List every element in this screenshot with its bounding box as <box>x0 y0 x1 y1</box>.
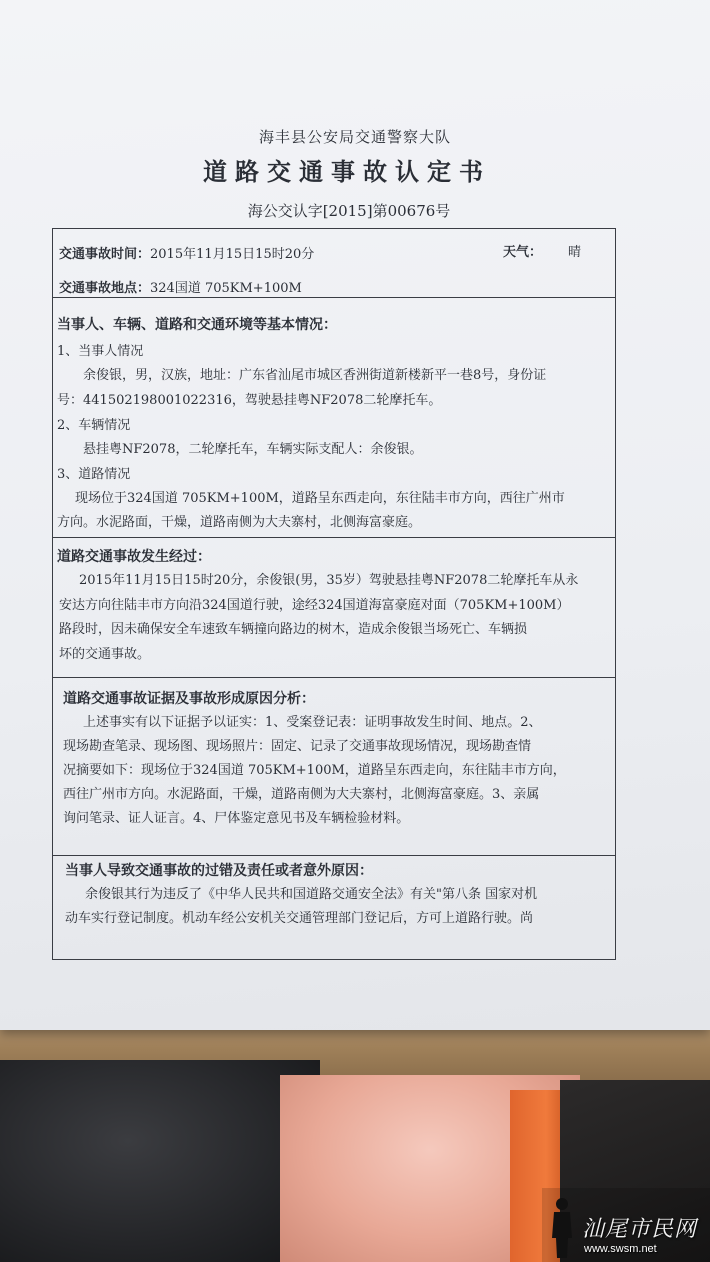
accident-time-label: 交通事故时间： <box>59 247 151 262</box>
section-fault-responsibility <box>53 855 615 961</box>
list-item: 现场勘查笔录、现场图、现场照片：固定、记录了交通事故现场情况，现场勘查情 <box>63 739 532 754</box>
list-item: 安达方向往陆丰市方向沿324国道行驶，途经324国道海富豪庭对面（705KM+100M） <box>59 598 570 613</box>
list-item: 方向。水泥路面，干燥，道路南侧为大夫寨村，北侧海富豪庭。 <box>57 515 422 530</box>
accident-place-label: 交通事故地点： <box>59 281 151 296</box>
list-item: 余俊银，男，汉族，地址：广东省汕尾市城区香洲街道新楼新平一巷8号，身份证 <box>83 368 547 383</box>
section-basic-situation <box>53 297 615 537</box>
section-accident-process <box>53 537 615 672</box>
accident-time-row <box>59 243 314 262</box>
section-heading: 道路交通事故证据及事故形成原因分析： <box>63 691 315 707</box>
list-item: 余俊银其行为违反了《中华人民共和国道路交通安全法》有关"第八条 国家对机 <box>85 887 538 902</box>
dark-fabric-left <box>0 1060 320 1262</box>
weather-value: 晴 <box>568 245 582 260</box>
agency-name: 海丰县公安局交通警察大队 <box>258 128 451 146</box>
list-item: 上述事实有以下证据予以证实：1、受案登记表：证明事故发生时间、地点。2、 <box>83 715 542 730</box>
list-item: 动车实行登记制度。机动车经公安机关交通管理部门登记后，方可上道路行驶。尚 <box>65 911 534 926</box>
list-item: 路段时，因未确保安全车速致车辆撞向路边的树木，造成余俊银当场死亡、车辆损 <box>59 622 528 637</box>
list-item: 西往广州市方向。水泥路面，干燥，道路南侧为大夫寨村，北侧海富豪庭。3、亲属 <box>63 787 540 802</box>
document-number: 海公交认字[2015]第00676号 <box>247 202 451 220</box>
accident-place-row <box>59 277 302 296</box>
accident-time-value: 2015年11月15日15时20分 <box>150 247 315 262</box>
section-heading: 当事人、车辆、道路和交通环境等基本情况： <box>57 317 337 333</box>
list-item: 悬挂粤NF2078，二轮摩托车，车辆实际支配人：余俊银。 <box>83 442 423 457</box>
logo-url[interactable]: www.swsm.net <box>584 1243 657 1255</box>
list-item: 询问笔录、证人证言。4、尸体鉴定意见书及车辆检验材料。 <box>63 811 410 826</box>
weather-label: 天气： <box>503 245 543 260</box>
list-item: 现场位于324国道 705KM+100M，道路呈东西走向，东往陆丰市方向，西往广州市 <box>75 491 565 506</box>
accident-place-value: 324国道 705KM+100M <box>150 281 302 296</box>
list-item: 况摘要如下：现场位于324国道 705KM+100M，道路呈东西走向，东往陆丰市方向， <box>63 763 566 778</box>
section-heading: 道路交通事故发生经过： <box>57 549 211 565</box>
list-item: 3、道路情况 <box>57 467 131 482</box>
list-item: 坏的交通事故。 <box>59 647 151 662</box>
document-title: 道路交通事故认定书 <box>203 157 491 186</box>
section-evidence-analysis <box>53 677 615 855</box>
list-item: 2015年11月15日15时20分，余俊银(男，35岁）驾驶悬挂粤NF2078二轮摩托车从永 <box>79 573 579 588</box>
list-item: 号：441502198001022316，驾驶悬挂粤NF2078二轮摩托车。 <box>57 393 442 408</box>
list-item: 1、当事人情况 <box>57 344 144 359</box>
report-table <box>52 228 616 960</box>
logo-name: 汕尾市民网 <box>582 1217 698 1242</box>
section-heading: 当事人导致交通事故的过错及责任或者意外原因： <box>65 863 373 879</box>
list-item: 2、车辆情况 <box>57 418 131 433</box>
